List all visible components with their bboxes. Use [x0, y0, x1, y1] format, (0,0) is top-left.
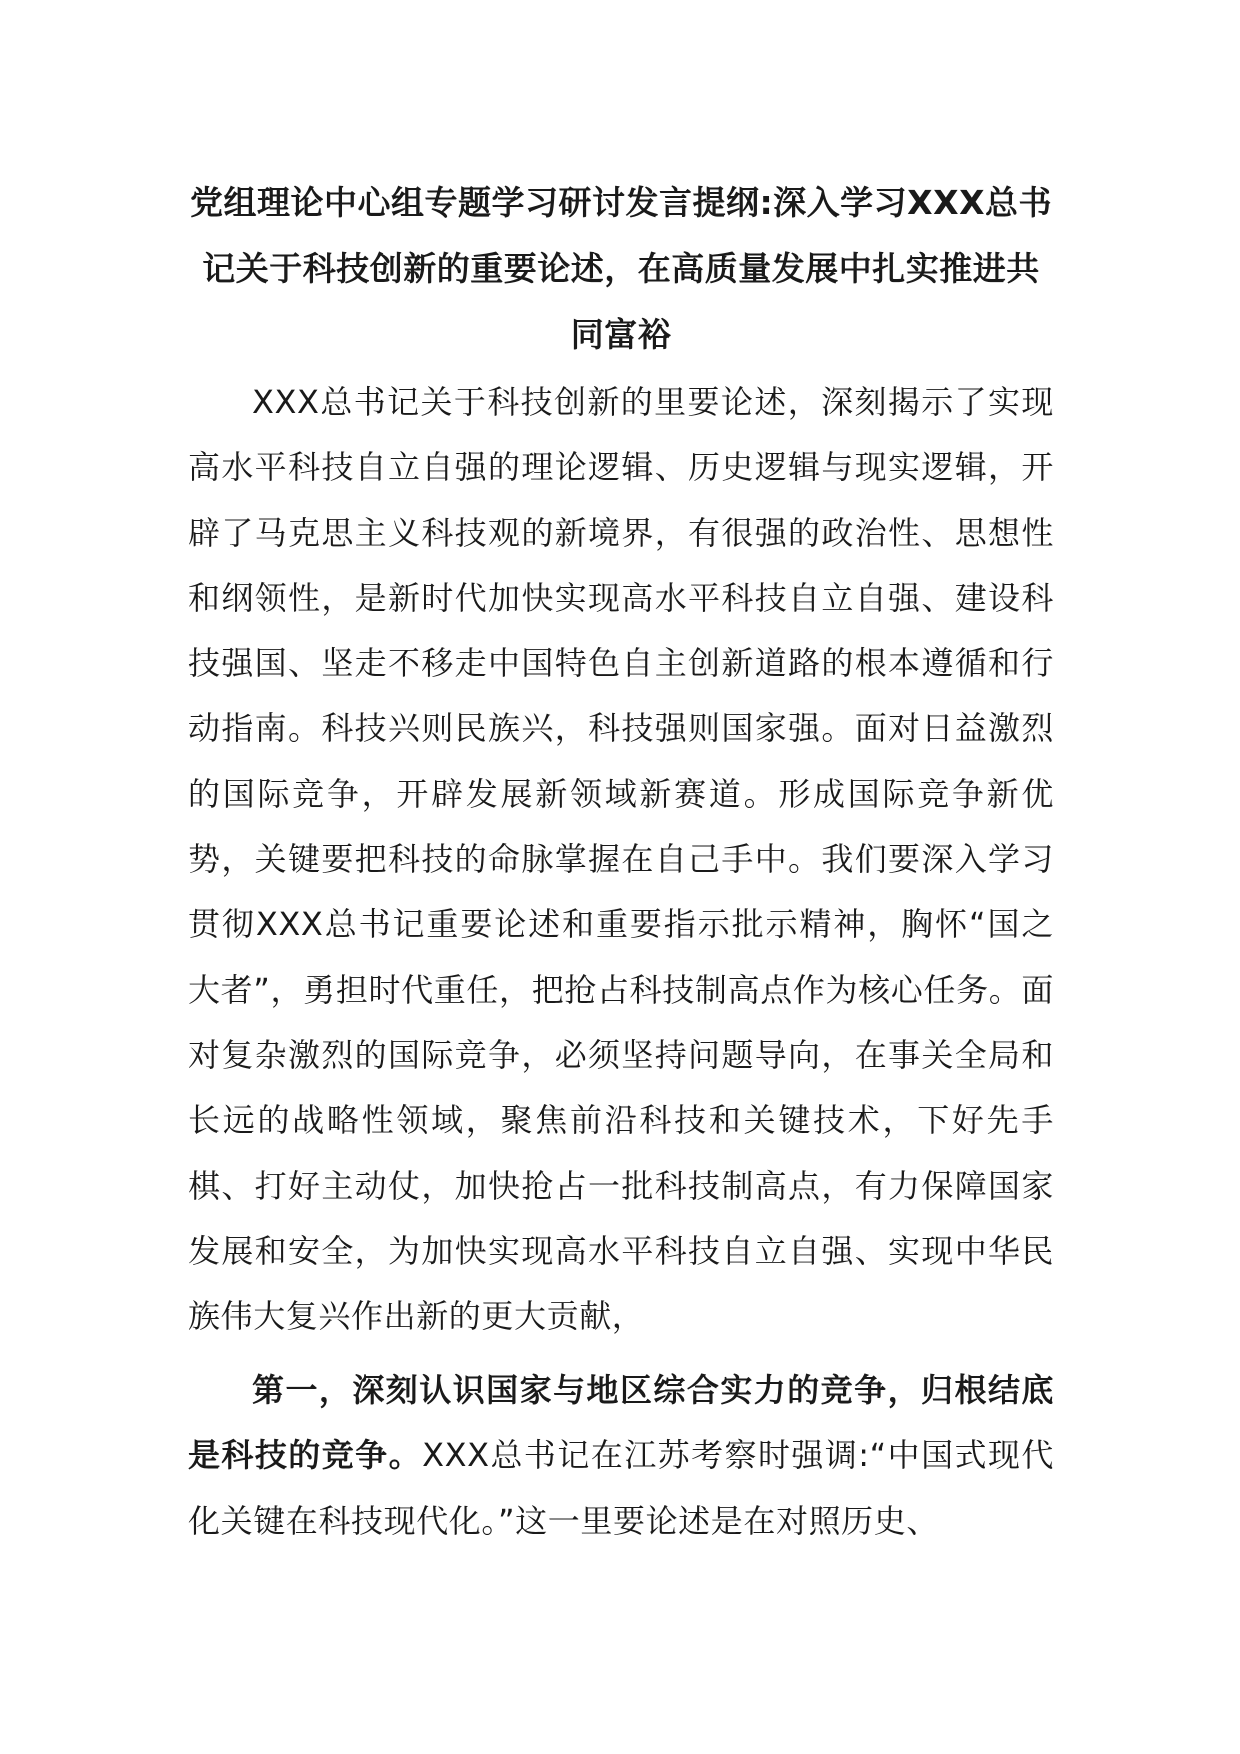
paragraph-2-text: XXX总书记在江苏考察时强调:“中国式现代化关键在科技现代化。”这一里要论述是在对照历史、 — [188, 1436, 1054, 1540]
paragraph-2-lead: 第一，深刻认识国家与地区综合实力的竞争，归根结底是科技的竞争。 — [188, 1371, 1054, 1475]
paragraph-1-text: XXX总书记关于科技创新的里要论述，深刻揭示了实现高水平科技自立自强的理论逻辑、历史逻辑与现实逻辑，开辟了马克思主义科技观的新境界，有很强的政治性、思想性和纲领性，是新时代加快实现高水平科技自立自强、建设科技强国、坚走不移走中国特色自主创新道路的根本遵循和行动指南。科技兴则民族兴，科技强则国家强。面对日益激烈的国际竞争，开辟发展新领域新赛道。形成国际竞争新优势，关键要把科技的命脉掌握在自己手中。我们要深入学习贯彻XXX总书记重要论述和重要指示批示精神，胸怀“国之大者”，勇担时代重任，把抢占科技制高点作为核心任务。面对复杂激烈的国际竞争，必须坚持问题导向，在事关全局和长远的战略性领域，聚焦前沿科技和关键技术，下好先手棋、打好主动仗，加快抢占一批科技制高点，有力保障国家发展和安全，为加快实现高水平科技自立自强、实现中华民族伟大复兴作出新的更大贡献， — [188, 383, 1054, 1336]
document-page — [188, 0, 1054, 1754]
body-paragraph-1 — [188, 370, 1054, 1349]
body-paragraph-2 — [188, 1358, 1054, 1554]
document-title: 党组理论中心组专题学习研讨发言提纲:深入学习XXX总书记关于科技创新的重要论述，在高质量发展中扎实推进共同富裕 — [189, 183, 1053, 354]
